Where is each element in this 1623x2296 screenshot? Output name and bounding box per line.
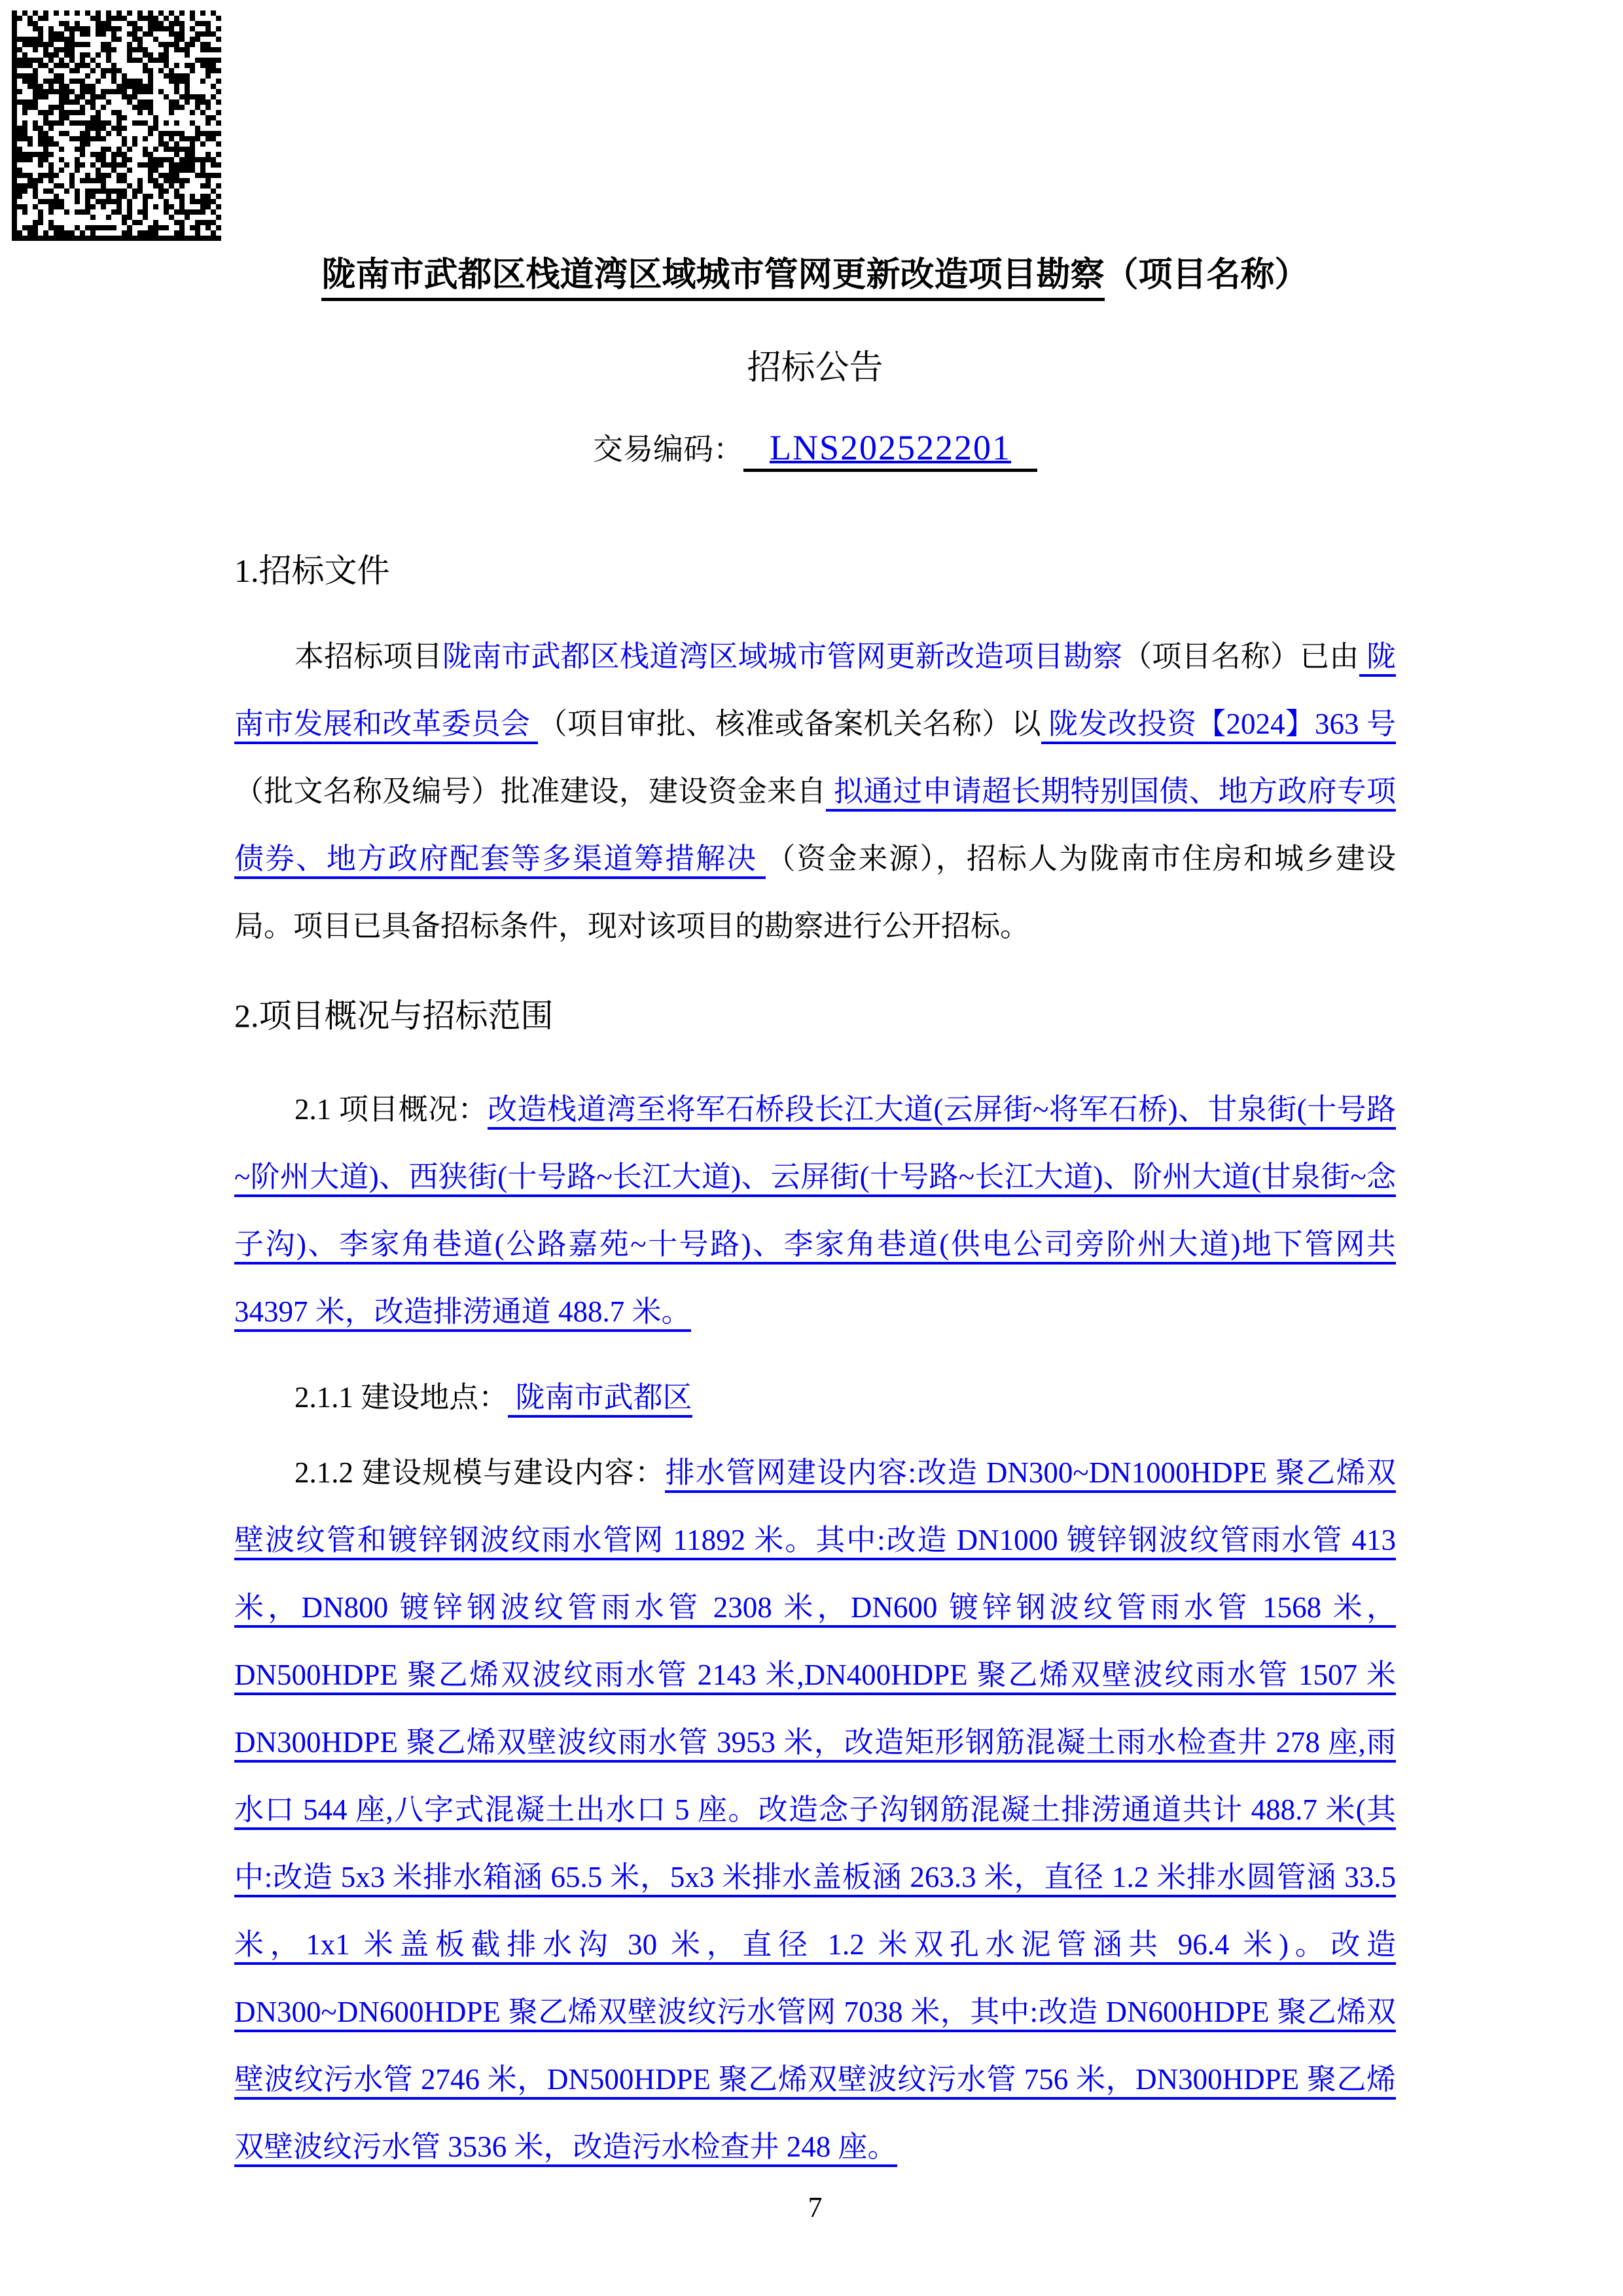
section-2-heading: 2.项目概况与招标范围 [234,997,554,1034]
text-segment: 本招标项目 [294,640,442,673]
trade-code-underline [743,428,1037,472]
page-subtitle: 招标公告 [747,350,883,387]
title-underlined-text: 陇南市武都区栈道湾区域城市管网更新改造项目勘察 [321,257,1104,301]
project-overview-label: 2.1 项目概况： [294,1093,488,1126]
trade-code-line [234,423,1396,474]
project-name-text: 陇南市武都区栈道湾区域城市管网更新改造项目勘察 [442,640,1123,673]
text-segment: （项目名称）已由 [1122,640,1359,673]
project-overview-paragraph [234,1076,1396,1346]
approval-document-number-text: 陇发改投资【2024】363 号 [1041,708,1396,744]
construction-scale-text: 排水管网建设内容:改造 DN300~DN1000HDPE 聚乙烯双壁波纹管和镀锌钢波纹雨水管网 11892 米。其中:改造 DN1000 镀锌钢波纹管雨水管 413 米，DN800 镀锌钢波纹管雨水管 2308 米，DN600 镀锌钢波纹管雨水管 1568 米，DN500HDPE 聚乙烯双波纹雨水管 2143 米,DN400HDPE 聚乙烯双壁波纹雨水管 1507 米 DN300HDPE 聚乙烯双壁波纹雨水管 3953 米，改造矩形钢筋混凝土雨水检查井 278 座,雨水口 544 座,八字式混凝土出水口 5 座。改造念子沟钢筋混凝土排涝通道共计 488.7 米(其中:改造 5x3 米排水箱涵 65.5 米，5x3 米排水盖板涵 263.3 米，直径 1.2 米排水圆管涵 33.5 米，1x1 米盖板截排水沟 30 米，直径 1.2 米双孔水泥管涵共 96.4 米)。改造 DN300~DN600HDPE 聚乙烯双壁波纹污水管网 7038 米，其中:改造 DN600HDPE 聚乙烯双壁波纹污水管 2746 米，DN500HDPE 聚乙烯双壁波纹污水管 756 米，DN300HDPE 聚乙烯双壁波纹污水管 3536 米，改造污水检查井 248 座。 [234,1456,1396,2167]
page-title [234,252,1396,299]
page-number: 7 [808,2191,823,2223]
section-1-heading: 1.招标文件 [234,552,390,589]
construction-site-label: 2.1.1 建设地点： [294,1381,508,1414]
construction-site-paragraph [234,1364,1396,1431]
text-segment: （批文名称及编号）批准建设，建设资金来自 [234,775,827,808]
construction-scale-label: 2.1.2 建设规模与建设内容： [294,1456,666,1489]
approval-authority-text: 陇南市发展和改革委员会 [234,640,1396,744]
text-segment: （项目审批、核准或备案机关名称）以 [537,708,1041,740]
section-1-paragraph [234,623,1396,960]
trade-code-value: LNS202522201 [769,428,1011,467]
document-content [234,252,1396,2225]
funding-source-text: 拟通过申请超长期特别国债、地方政府专项债券、地方政府配套等多渠道筹措解决 [234,775,1396,879]
construction-scale-paragraph [234,1439,1396,2181]
text-segment: （资金来源），招标人为陇南市住房和城乡建设局。项目已具备招标条件，现对该项目的勘察进行公开招标。 [234,842,1396,942]
qr-code-icon [12,10,221,241]
trade-code-label: 交易编码： [592,433,743,466]
title-suffix-text: （项目名称） [1104,257,1309,294]
construction-site-text: 陇南市武都区 [508,1381,692,1418]
project-overview-text: 改造栈道湾至将军石桥段长江大道(云屏街~将军石桥)、甘泉街(十号路~阶州大道)、西狭街(十号路~长江大道)、云屏街(十号路~长江大道)、阶州大道(甘泉街~念子沟)、李家角巷道(公路嘉苑~十号路)、李家角巷道(供电公司旁阶州大道)地下管网共 34397 米，改造排涝通道 488.7 米。 [234,1093,1396,1332]
